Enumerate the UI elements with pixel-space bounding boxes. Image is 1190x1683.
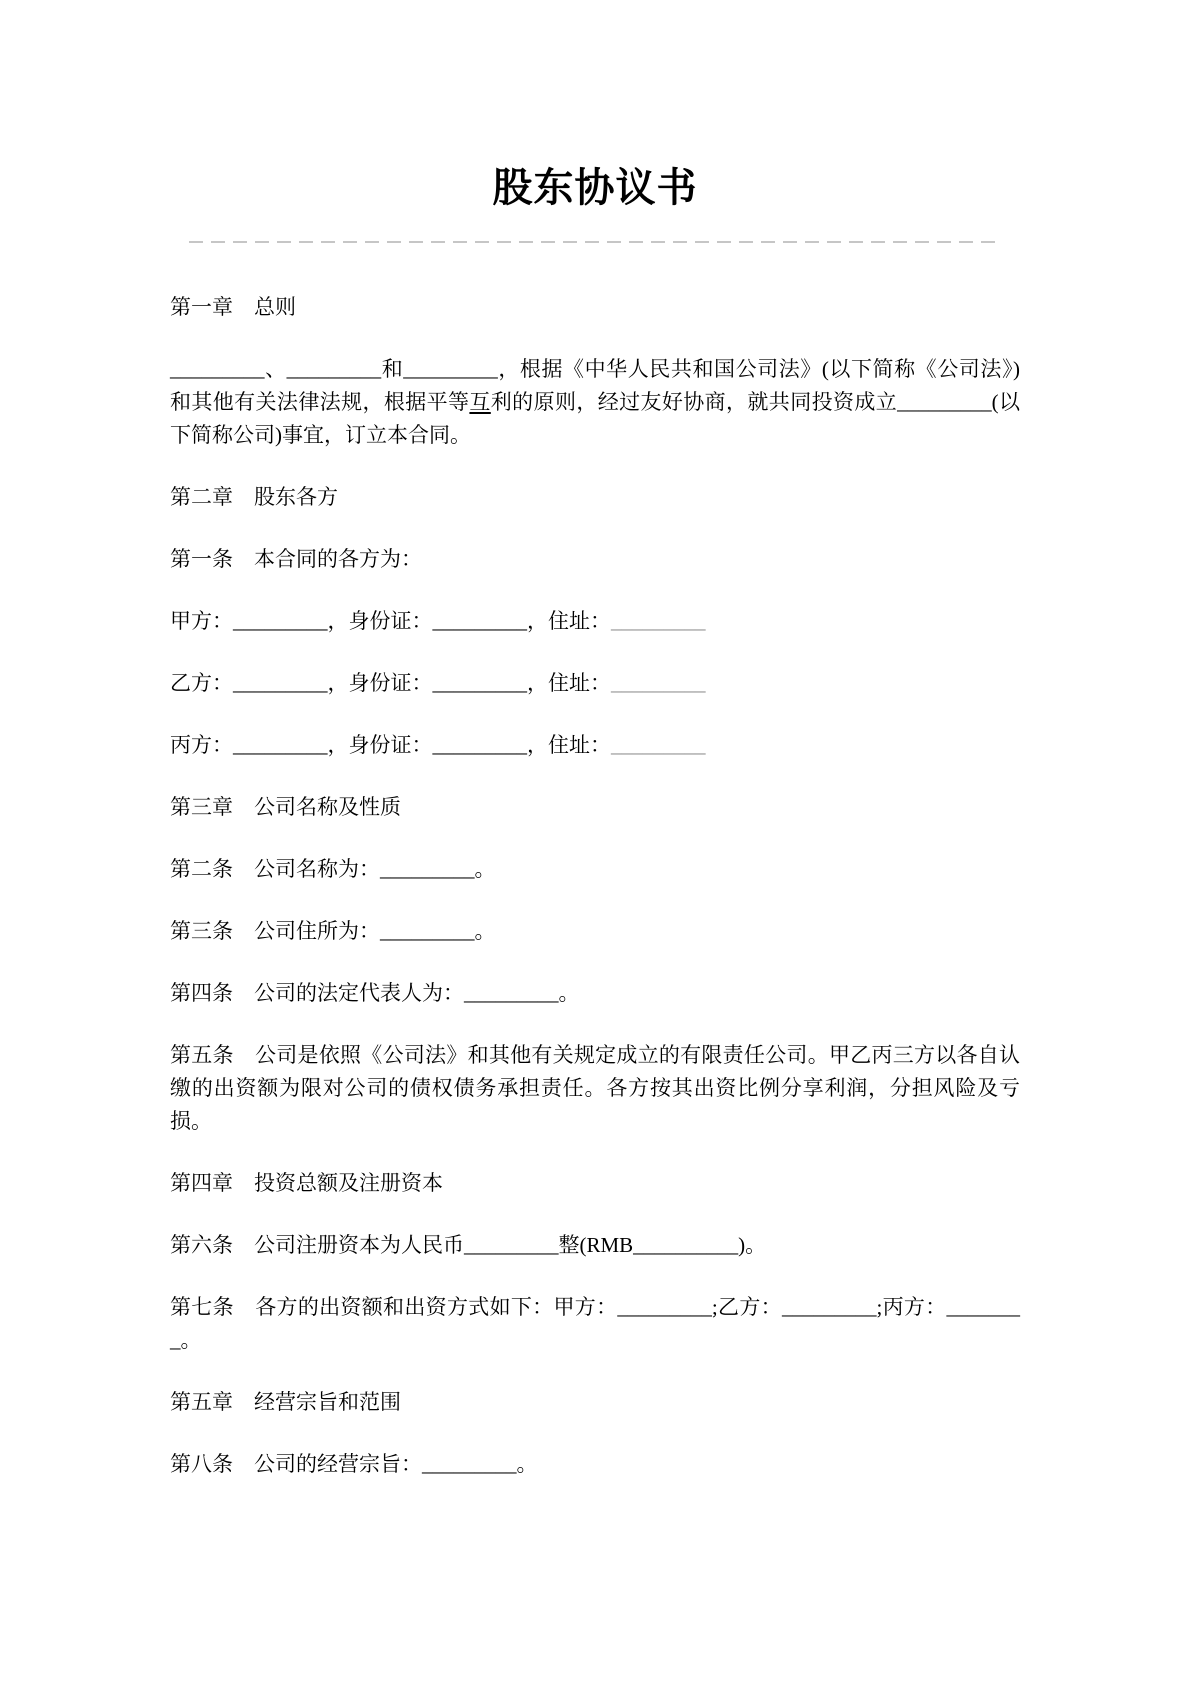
party-c-address-blank: _________ [611,733,706,757]
chapter-1-heading: 第一章 总则 [170,295,296,319]
intro-underlined-char: 互 [469,390,491,414]
document-title: 股东协议书 [492,165,698,210]
chapter-3-heading: 第三章 公司名称及性质 [170,795,401,819]
chapter-5-heading: 第五章 经营宗旨和范围 [170,1390,401,1414]
article-4: 第四条 公司的法定代表人为：_________。 [170,981,580,1005]
party-c-text: 丙方：_________，身份证：_________，住址： [170,733,611,757]
article-1: 第一条 本合同的各方为： [170,547,422,571]
article-3: 第三条 公司住所为：_________。 [170,919,496,943]
party-b-address-blank: _________ [611,671,706,695]
article-6: 第六条 公司注册资本为人民币_________整(RMB__________)。 [170,1233,767,1257]
chapter-2-heading: 第二章 股东各方 [170,485,338,509]
chapter-4-heading: 第四章 投资总额及注册资本 [170,1171,443,1195]
article-8: 第八条 公司的经营宗旨：_________。 [170,1452,538,1476]
party-a-row [170,605,1020,638]
intro-paragraph [170,353,1020,452]
intro-segment-1: _________、_________和_________，根据《中华人民共和国公司法》(以下简称《公司法》)和其他有关法律法规，根据平等 [170,357,1020,414]
party-b-row [170,667,1020,700]
article-5: 第五条 公司是依照《公司法》和其他有关规定成立的有限责任公司。甲乙丙三方以各自认缴的出资额为限对公司的债权债务承担责任。各方按其出资比例分享利润，分担风险及亏损。 [170,1043,1020,1133]
party-b-text: 乙方：_________，身份证：_________，住址： [170,671,611,695]
party-a-text: 甲方：_________，身份证：_________，住址： [170,609,611,633]
title-separator-dashed-line [189,241,1001,243]
party-c-row [170,729,1020,762]
intro-segment-2: 利的原则，经过友好协商，就共同投资成立_________(以下简称公司)事宜，订立本合同。 [170,390,1021,447]
party-a-address-blank: _________ [611,609,706,633]
article-2: 第二条 公司名称为：_________。 [170,857,496,881]
article-7: 第七条 各方的出资额和出资方式如下：甲方：_________;乙方：_________;丙方：________。 [170,1295,1020,1352]
